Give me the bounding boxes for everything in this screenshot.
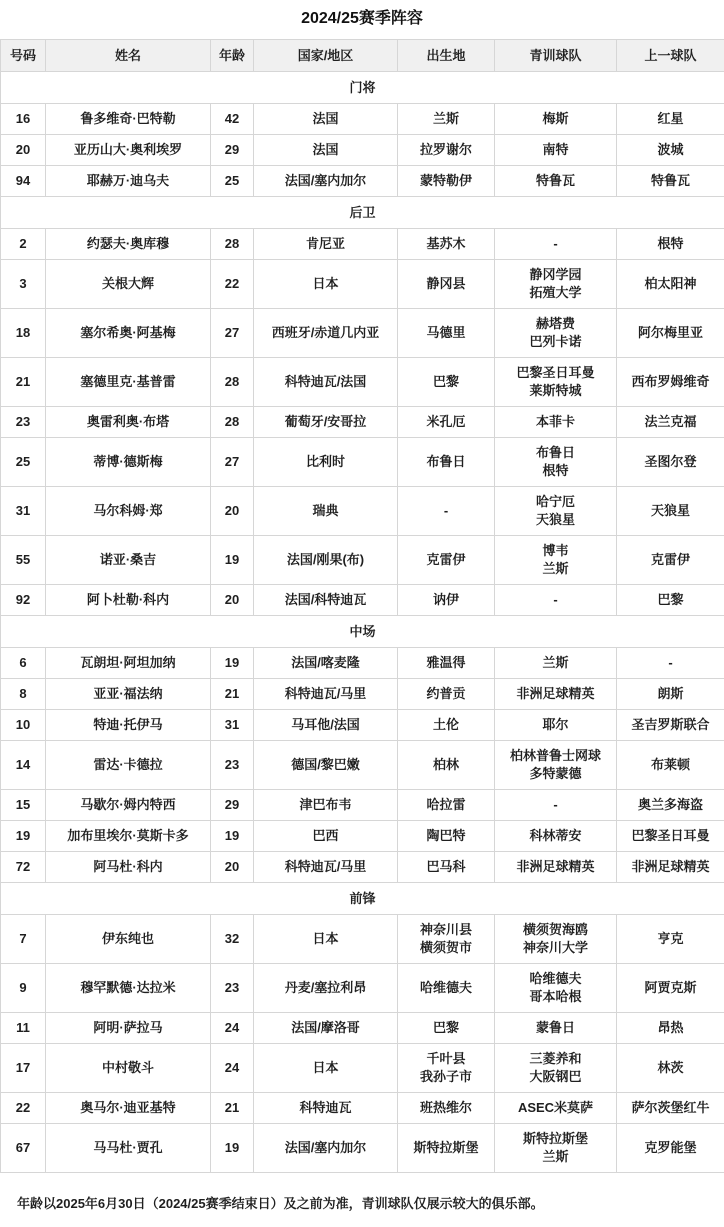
player-country-cell: 比利时 <box>254 438 398 487</box>
player-number-cell: 55 <box>1 536 46 585</box>
player-youth-club-cell: ASEC米莫萨 <box>495 1093 617 1124</box>
player-name-cell: 亚历山大·奥利埃罗 <box>46 135 211 166</box>
player-name-cell: 马尔科姆·郑 <box>46 487 211 536</box>
player-name-cell: 鲁多维奇·巴特勒 <box>46 104 211 135</box>
player-age-cell: 29 <box>211 790 254 821</box>
player-youth-club-cell <box>495 915 617 964</box>
header-row <box>1 40 724 72</box>
player-youth-club-cell <box>495 487 617 536</box>
player-previous-club-cell: 朗斯 <box>617 679 724 710</box>
player-country-cell: 法国/科特迪瓦 <box>254 585 398 616</box>
player-youth-club-cell: 蒙鲁日 <box>495 1013 617 1044</box>
player-row <box>1 821 724 852</box>
player-row <box>1 915 724 964</box>
player-name-cell: 奥马尔·迪亚基特 <box>46 1093 211 1124</box>
player-youth-club-cell-line: 哈宁厄 <box>535 494 575 509</box>
player-age-cell: 31 <box>211 710 254 741</box>
player-youth-club-cell <box>495 1124 617 1173</box>
player-country-cell: 法国 <box>254 135 398 166</box>
player-previous-club-cell: 林茨 <box>617 1044 724 1093</box>
player-youth-club-cell-line: 根特 <box>542 463 569 478</box>
player-row <box>1 1013 724 1044</box>
player-age-cell: 27 <box>211 438 254 487</box>
player-row <box>1 964 724 1013</box>
player-country-cell: 科特迪瓦/马里 <box>254 679 398 710</box>
player-row <box>1 104 724 135</box>
player-age-cell: 23 <box>211 964 254 1013</box>
player-country-cell: 日本 <box>254 915 398 964</box>
player-birthplace-cell: 静冈县 <box>398 260 495 309</box>
player-country-cell: 西班牙/赤道几内亚 <box>254 309 398 358</box>
player-birthplace-cell <box>398 915 495 964</box>
player-row <box>1 852 724 883</box>
player-number-cell: 3 <box>1 260 46 309</box>
player-youth-club-cell-line: 巴列卡诺 <box>529 334 582 349</box>
player-previous-club-cell: 法兰克福 <box>617 407 724 438</box>
player-youth-club-cell <box>495 1044 617 1093</box>
player-youth-club-cell: - <box>495 229 617 260</box>
player-youth-club-cell-line: 柏林普鲁士网球 <box>509 748 601 763</box>
player-age-cell: 21 <box>211 1093 254 1124</box>
squad-table-body <box>1 72 724 1173</box>
player-youth-club-cell-line: 静冈学园 <box>529 267 582 282</box>
col-header-age: 年龄 <box>211 40 254 72</box>
player-previous-club-cell: 亨克 <box>617 915 724 964</box>
player-row <box>1 585 724 616</box>
player-birthplace-cell: 约普贡 <box>398 679 495 710</box>
player-youth-club-cell-line: 哥本哈根 <box>529 989 582 1004</box>
player-name-cell: 中村敬斗 <box>46 1044 211 1093</box>
player-previous-club-cell: 红星 <box>617 104 724 135</box>
player-name-cell: 马马杜·贾孔 <box>46 1124 211 1173</box>
player-name-cell: 雷达·卡德拉 <box>46 741 211 790</box>
player-age-cell: 22 <box>211 260 254 309</box>
player-youth-club-cell-line: 兰斯 <box>542 1149 569 1164</box>
player-country-cell: 科特迪瓦 <box>254 1093 398 1124</box>
player-age-cell: 20 <box>211 487 254 536</box>
player-age-cell: 19 <box>211 1124 254 1173</box>
player-previous-club-cell: 萨尔茨堡红牛 <box>617 1093 724 1124</box>
section-row <box>1 197 724 229</box>
player-country-cell: 日本 <box>254 260 398 309</box>
player-name-cell: 诺亚·桑吉 <box>46 536 211 585</box>
player-age-cell: 25 <box>211 166 254 197</box>
player-youth-club-cell: - <box>495 585 617 616</box>
player-name-cell: 蒂博·德斯梅 <box>46 438 211 487</box>
player-number-cell: 19 <box>1 821 46 852</box>
player-row <box>1 407 724 438</box>
player-number-cell: 92 <box>1 585 46 616</box>
section-row <box>1 616 724 648</box>
player-name-cell: 塞德里克·基普雷 <box>46 358 211 407</box>
player-birthplace-cell: 马德里 <box>398 309 495 358</box>
player-birthplace-cell <box>398 1044 495 1093</box>
player-birthplace-cell: - <box>398 487 495 536</box>
player-youth-club-cell <box>495 741 617 790</box>
player-number-cell: 72 <box>1 852 46 883</box>
player-previous-club-cell: 阿贾克斯 <box>617 964 724 1013</box>
player-birthplace-cell-line: 神奈川县 <box>419 922 472 937</box>
player-row <box>1 1124 724 1173</box>
player-country-cell: 法国/塞内加尔 <box>254 1124 398 1173</box>
section-label: 门将 <box>1 72 724 104</box>
player-number-cell: 20 <box>1 135 46 166</box>
section-row <box>1 883 724 915</box>
player-country-cell: 法国/塞内加尔 <box>254 166 398 197</box>
player-birthplace-cell: 斯特拉斯堡 <box>398 1124 495 1173</box>
player-youth-club-cell-line: 拓殖大学 <box>529 285 582 300</box>
player-name-cell: 瓦朗坦·阿坦加纳 <box>46 648 211 679</box>
player-name-cell: 穆罕默德·达拉米 <box>46 964 211 1013</box>
player-country-cell: 法国/摩洛哥 <box>254 1013 398 1044</box>
player-number-cell: 23 <box>1 407 46 438</box>
player-row <box>1 648 724 679</box>
player-youth-club-cell-line: 赫塔费 <box>535 316 575 331</box>
player-number-cell: 6 <box>1 648 46 679</box>
player-row <box>1 1093 724 1124</box>
player-youth-club-cell: 南特 <box>495 135 617 166</box>
player-youth-club-cell-line: 横须贺海鸥 <box>522 922 588 937</box>
player-age-cell: 21 <box>211 679 254 710</box>
player-birthplace-cell: 柏林 <box>398 741 495 790</box>
player-youth-club-cell: 非洲足球精英 <box>495 852 617 883</box>
player-name-cell: 伊东纯也 <box>46 915 211 964</box>
section-label: 后卫 <box>1 197 724 229</box>
player-youth-club-cell-line: 莱斯特城 <box>529 383 582 398</box>
player-row <box>1 790 724 821</box>
player-birthplace-cell: 拉罗谢尔 <box>398 135 495 166</box>
player-birthplace-cell: 哈拉雷 <box>398 790 495 821</box>
player-youth-club-cell <box>495 309 617 358</box>
player-name-cell: 特迪·托伊马 <box>46 710 211 741</box>
section-label: 前锋 <box>1 883 724 915</box>
player-country-cell: 马耳他/法国 <box>254 710 398 741</box>
col-header-country: 国家/地区 <box>254 40 398 72</box>
player-age-cell: 20 <box>211 852 254 883</box>
player-number-cell: 9 <box>1 964 46 1013</box>
player-youth-club-cell-line: 布鲁日 <box>535 445 575 460</box>
player-youth-club-cell-line: 博韦 <box>542 543 569 558</box>
player-youth-club-cell <box>495 536 617 585</box>
player-country-cell: 科特迪瓦/马里 <box>254 852 398 883</box>
player-birthplace-cell: 克雷伊 <box>398 536 495 585</box>
player-previous-club-cell: 克雷伊 <box>617 536 724 585</box>
player-number-cell: 10 <box>1 710 46 741</box>
player-number-cell: 11 <box>1 1013 46 1044</box>
player-youth-club-cell-line: 天狼星 <box>535 512 575 527</box>
player-previous-club-cell: 根特 <box>617 229 724 260</box>
player-birthplace-cell-line: 我孙子市 <box>419 1069 472 1084</box>
player-birthplace-cell: 基苏木 <box>398 229 495 260</box>
player-name-cell: 加布里埃尔·莫斯卡多 <box>46 821 211 852</box>
player-age-cell: 24 <box>211 1044 254 1093</box>
player-age-cell: 19 <box>211 821 254 852</box>
player-previous-club-cell: 西布罗姆维奇 <box>617 358 724 407</box>
player-name-cell: 关根大辉 <box>46 260 211 309</box>
player-youth-club-cell-line: 哈维德夫 <box>529 971 582 986</box>
player-number-cell: 21 <box>1 358 46 407</box>
player-previous-club-cell: - <box>617 648 724 679</box>
col-header-name: 姓名 <box>46 40 211 72</box>
player-row <box>1 1044 724 1093</box>
player-name-cell: 阿马杜·科内 <box>46 852 211 883</box>
player-name-cell: 亚亚·福法纳 <box>46 679 211 710</box>
player-country-cell: 葡萄牙/安哥拉 <box>254 407 398 438</box>
player-previous-club-cell: 圣吉罗斯联合 <box>617 710 724 741</box>
player-youth-club-cell-line: 兰斯 <box>542 561 569 576</box>
player-birthplace-cell: 蒙特勒伊 <box>398 166 495 197</box>
player-name-cell: 约瑟夫·奥库穆 <box>46 229 211 260</box>
page-title: 2024/25赛季阵容 <box>301 10 423 27</box>
player-row <box>1 487 724 536</box>
player-previous-club-cell: 巴黎 <box>617 585 724 616</box>
player-birthplace-cell: 米孔厄 <box>398 407 495 438</box>
player-youth-club-cell-line: 大阪钢巴 <box>529 1069 582 1084</box>
player-age-cell: 32 <box>211 915 254 964</box>
player-name-cell: 耶赫万·迪乌夫 <box>46 166 211 197</box>
player-age-cell: 19 <box>211 536 254 585</box>
player-age-cell: 23 <box>211 741 254 790</box>
player-youth-club-cell-line: 巴黎圣日耳曼 <box>516 365 595 380</box>
player-number-cell: 17 <box>1 1044 46 1093</box>
player-birthplace-cell-line: 千叶县 <box>426 1051 466 1066</box>
player-previous-club-cell: 奥兰多海盗 <box>617 790 724 821</box>
player-number-cell: 22 <box>1 1093 46 1124</box>
player-youth-club-cell-line: 神奈川大学 <box>522 940 588 955</box>
player-birthplace-cell: 讷伊 <box>398 585 495 616</box>
player-youth-club-cell: 兰斯 <box>495 648 617 679</box>
player-age-cell: 29 <box>211 135 254 166</box>
section-label: 中场 <box>1 616 724 648</box>
player-previous-club-cell: 波城 <box>617 135 724 166</box>
player-row <box>1 309 724 358</box>
player-number-cell: 2 <box>1 229 46 260</box>
player-youth-club-cell <box>495 964 617 1013</box>
player-youth-club-cell <box>495 438 617 487</box>
player-row <box>1 536 724 585</box>
player-youth-club-cell-line: 三菱养和 <box>529 1051 582 1066</box>
player-birthplace-cell: 哈维德夫 <box>398 964 495 1013</box>
player-number-cell: 14 <box>1 741 46 790</box>
player-youth-club-cell: 本菲卡 <box>495 407 617 438</box>
player-country-cell: 肯尼亚 <box>254 229 398 260</box>
player-youth-club-cell <box>495 260 617 309</box>
player-country-cell: 津巴布韦 <box>254 790 398 821</box>
player-country-cell: 法国/喀麦隆 <box>254 648 398 679</box>
squad-table <box>0 39 724 1173</box>
player-number-cell: 18 <box>1 309 46 358</box>
player-previous-club-cell: 圣图尔登 <box>617 438 724 487</box>
player-country-cell: 日本 <box>254 1044 398 1093</box>
player-row <box>1 135 724 166</box>
player-number-cell: 31 <box>1 487 46 536</box>
player-number-cell: 7 <box>1 915 46 964</box>
player-country-cell: 瑞典 <box>254 487 398 536</box>
player-name-cell: 马歇尔·姆内特西 <box>46 790 211 821</box>
col-header-number: 号码 <box>1 40 46 72</box>
player-youth-club-cell: - <box>495 790 617 821</box>
player-birthplace-cell: 巴马科 <box>398 852 495 883</box>
player-age-cell: 28 <box>211 358 254 407</box>
player-row <box>1 741 724 790</box>
player-row <box>1 438 724 487</box>
player-previous-club-cell: 布莱顿 <box>617 741 724 790</box>
player-country-cell: 丹麦/塞拉利昂 <box>254 964 398 1013</box>
player-youth-club-cell-line: 多特蒙德 <box>529 766 582 781</box>
player-row <box>1 260 724 309</box>
player-youth-club-cell: 耶尔 <box>495 710 617 741</box>
player-age-cell: 24 <box>211 1013 254 1044</box>
player-age-cell: 42 <box>211 104 254 135</box>
player-row <box>1 229 724 260</box>
player-row <box>1 710 724 741</box>
player-youth-club-cell: 科林蒂安 <box>495 821 617 852</box>
player-number-cell: 15 <box>1 790 46 821</box>
col-header-youth-club: 青训球队 <box>495 40 617 72</box>
player-country-cell: 巴西 <box>254 821 398 852</box>
player-row <box>1 166 724 197</box>
player-name-cell: 阿卜杜勒·科内 <box>46 585 211 616</box>
player-previous-club-cell: 特鲁瓦 <box>617 166 724 197</box>
player-youth-club-cell-line: 斯特拉斯堡 <box>522 1131 588 1146</box>
player-age-cell: 20 <box>211 585 254 616</box>
player-country-cell: 法国 <box>254 104 398 135</box>
player-previous-club-cell: 巴黎圣日耳曼 <box>617 821 724 852</box>
player-number-cell: 67 <box>1 1124 46 1173</box>
player-birthplace-cell: 土伦 <box>398 710 495 741</box>
player-birthplace-cell: 陶巴特 <box>398 821 495 852</box>
player-number-cell: 16 <box>1 104 46 135</box>
player-youth-club-cell <box>495 358 617 407</box>
col-header-previous-club: 上一球队 <box>617 40 724 72</box>
player-birthplace-cell: 布鲁日 <box>398 438 495 487</box>
player-birthplace-cell: 巴黎 <box>398 1013 495 1044</box>
player-previous-club-cell: 克罗能堡 <box>617 1124 724 1173</box>
player-previous-club-cell: 天狼星 <box>617 487 724 536</box>
player-country-cell: 德国/黎巴嫩 <box>254 741 398 790</box>
player-name-cell: 奥雷利奥·布塔 <box>46 407 211 438</box>
section-row <box>1 72 724 104</box>
player-youth-club-cell: 非洲足球精英 <box>495 679 617 710</box>
player-row <box>1 679 724 710</box>
player-name-cell: 塞尔希奥·阿基梅 <box>46 309 211 358</box>
player-previous-club-cell: 昂热 <box>617 1013 724 1044</box>
player-age-cell: 19 <box>211 648 254 679</box>
player-birthplace-cell: 雅温得 <box>398 648 495 679</box>
player-previous-club-cell: 非洲足球精英 <box>617 852 724 883</box>
player-country-cell: 科特迪瓦/法国 <box>254 358 398 407</box>
col-header-birthplace: 出生地 <box>398 40 495 72</box>
player-youth-club-cell: 特鲁瓦 <box>495 166 617 197</box>
player-age-cell: 27 <box>211 309 254 358</box>
player-number-cell: 8 <box>1 679 46 710</box>
player-previous-club-cell: 柏太阳神 <box>617 260 724 309</box>
player-previous-club-cell: 阿尔梅里亚 <box>617 309 724 358</box>
player-age-cell: 28 <box>211 229 254 260</box>
player-birthplace-cell: 兰斯 <box>398 104 495 135</box>
player-name-cell: 阿明·萨拉马 <box>46 1013 211 1044</box>
player-row <box>1 358 724 407</box>
player-youth-club-cell: 梅斯 <box>495 104 617 135</box>
player-number-cell: 94 <box>1 166 46 197</box>
player-birthplace-cell-line: 横须贺市 <box>419 940 472 955</box>
player-birthplace-cell: 班热维尔 <box>398 1093 495 1124</box>
player-country-cell: 法国/刚果(布) <box>254 536 398 585</box>
player-age-cell: 28 <box>211 407 254 438</box>
footnote: 年龄以2025年6月30日（2024/25赛季结束日）及之前为准，青训球队仅展示较大的俱乐部。 <box>17 1196 544 1211</box>
player-number-cell: 25 <box>1 438 46 487</box>
player-birthplace-cell: 巴黎 <box>398 358 495 407</box>
